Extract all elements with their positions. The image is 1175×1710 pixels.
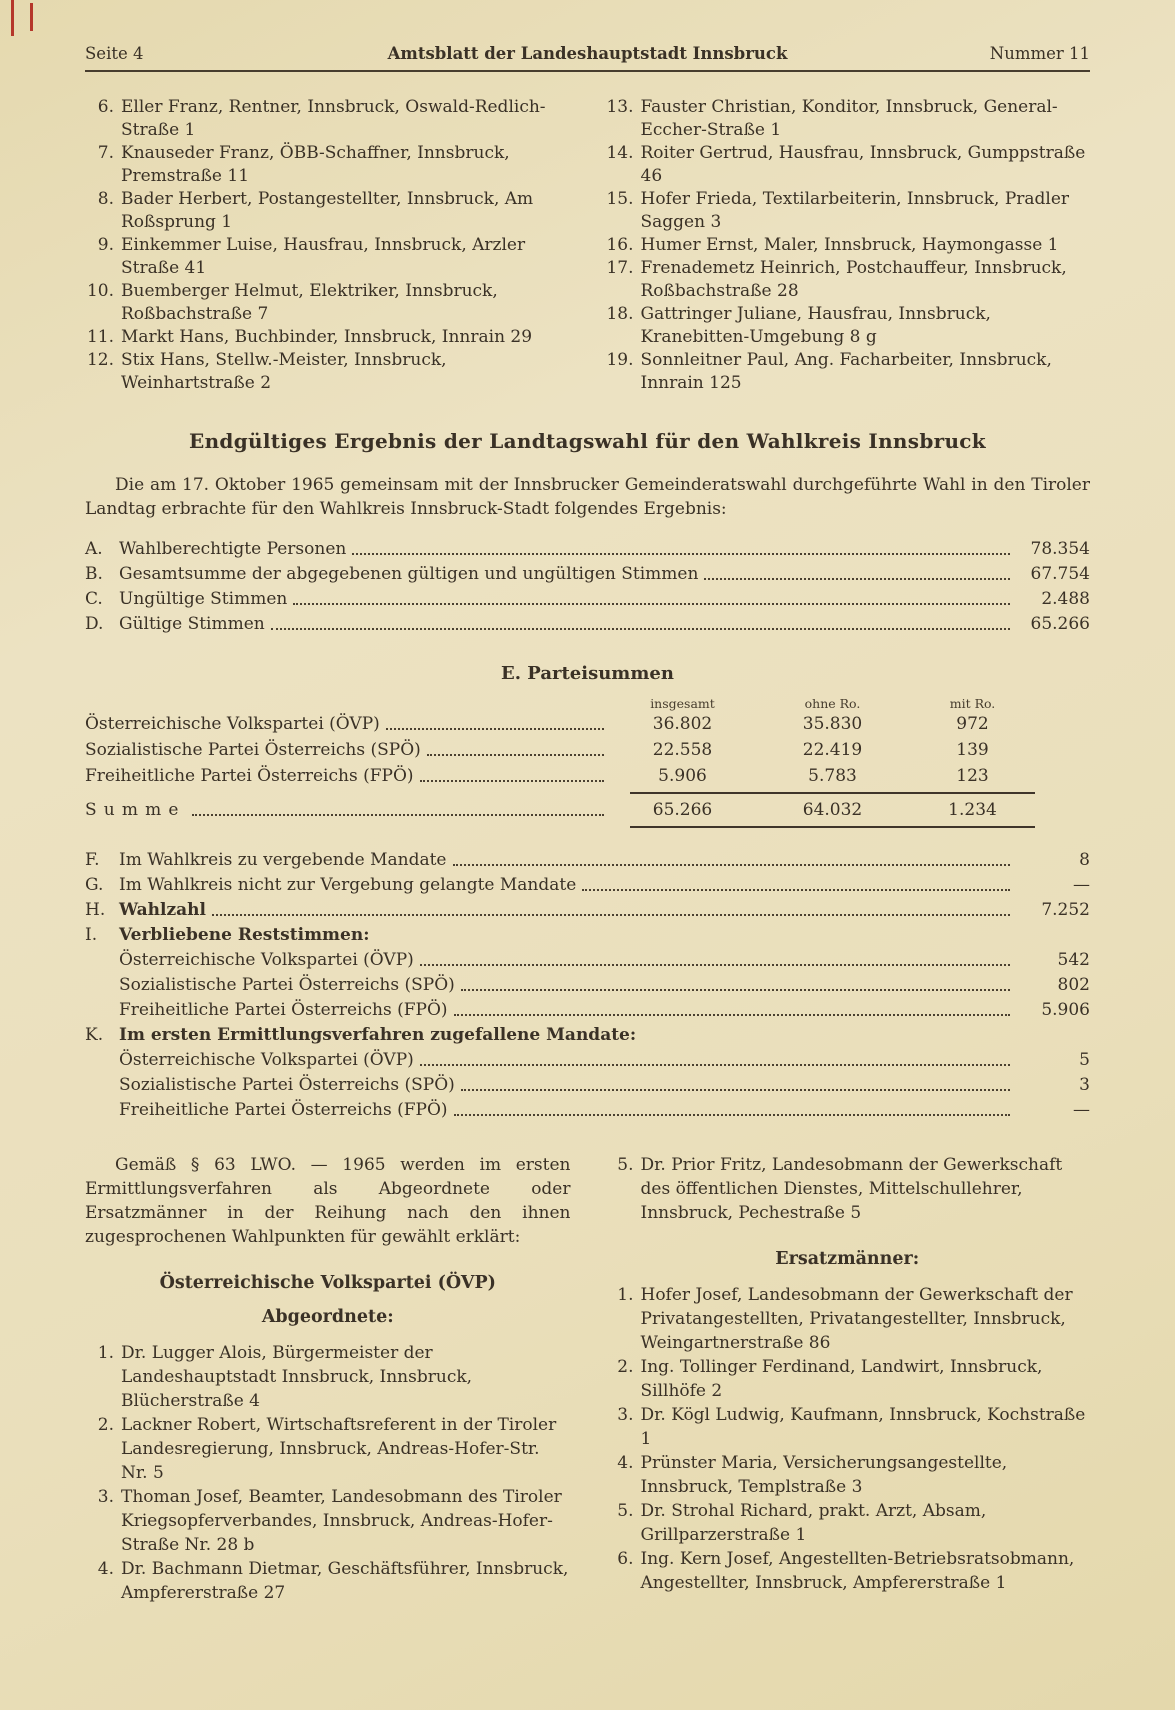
row-value: — — [1073, 875, 1090, 895]
dot-leader — [421, 737, 610, 763]
entry-text: Stix Hans, Stellw.-Meister, Innsbruck, Weinhartstraße 2 — [121, 350, 447, 393]
party-heading: Österreichische Volkspartei (ÖVP) — [159, 1273, 496, 1293]
party-row — [85, 711, 1090, 737]
entry-text: Dr. Prior Fritz, Landesobmann der Gewerkschaft des öffentlichen Dienstes, Mittelschullehrer, Innsbruck, Pechestraße 5 — [640, 1155, 1063, 1223]
entry-text: Ing. Tollinger Ferdinand, Landwirt, Innsbruck, Sillhöfe 2 — [640, 1357, 1043, 1401]
table-rule-top — [630, 792, 1035, 794]
row-value: 67.754 — [1030, 564, 1090, 584]
entry-number: 1. — [617, 1285, 634, 1305]
row-value: 65.266 — [1030, 614, 1090, 634]
row-letter: D. — [85, 614, 104, 634]
list-entry — [85, 326, 571, 349]
row-value: 2.488 — [1041, 589, 1090, 609]
list-entry — [605, 1355, 1091, 1403]
row-value: 802 — [1057, 975, 1090, 995]
entry-text: Knauseder Franz, ÖBB-Schaffner, Innsbruck, Premstraße 11 — [121, 143, 510, 186]
list-entry — [605, 1153, 1091, 1225]
row-label: Im Wahlkreis zu vergebende Mandate — [119, 850, 447, 870]
entry-number: 17. — [606, 258, 634, 278]
row-value: 542 — [1057, 950, 1090, 970]
dot-leader — [206, 898, 1016, 923]
entry-number: 5. — [617, 1501, 634, 1521]
row-label: Sozialistische Partei Österreichs (SPÖ) — [119, 975, 455, 995]
party-total-row — [85, 797, 1090, 823]
row-letter: G. — [85, 875, 104, 895]
list-entry — [85, 280, 571, 326]
party-name: Österreichische Volkspartei (ÖVP) — [85, 714, 380, 734]
entry-number: 6. — [97, 97, 114, 117]
entry-text: Humer Ernst, Maler, Innsbruck, Haymongasse 1 — [640, 235, 1059, 255]
row-label: Gültige Stimmen — [119, 614, 265, 634]
row-value: 5 — [1079, 1050, 1090, 1070]
list-entry — [605, 1451, 1091, 1499]
voter-list — [85, 96, 1090, 395]
dot-leader — [346, 537, 1016, 562]
list-entry — [605, 188, 1091, 234]
entry-text: Sonnleitner Paul, Ang. Facharbeiter, Innsbruck, Innrain 125 — [640, 350, 1052, 393]
party-value-mit-ro: 972 — [956, 714, 989, 734]
party-row — [85, 737, 1090, 763]
red-registration-mark — [30, 3, 33, 31]
dot-leader — [414, 1048, 1016, 1073]
entry-text: Dr. Lugger Alois, Bürgermeister der Landeshauptstadt Innsbruck, Innsbruck, Blücherstraße 4 — [121, 1343, 473, 1411]
entry-number: 3. — [97, 1487, 114, 1507]
result-subrow — [85, 948, 1090, 973]
party-value-mit-ro: 123 — [956, 766, 989, 786]
col-header-insgesamt: insgesamt — [650, 696, 715, 711]
party-value-insgesamt: 22.558 — [652, 740, 713, 760]
row-label: Wahlberechtigte Personen — [119, 539, 347, 559]
row-letter: B. — [85, 564, 103, 584]
entry-text: Dr. Kögl Ludwig, Kaufmann, Innsbruck, Kochstraße 1 — [640, 1405, 1086, 1449]
row-value: 8 — [1079, 850, 1090, 870]
dot-leader — [380, 711, 610, 737]
results-summary — [85, 537, 1090, 637]
result-row — [85, 587, 1090, 612]
entry-text: Eller Franz, Rentner, Innsbruck, Oswald-Redlich-Straße 1 — [121, 97, 546, 140]
dot-leader — [414, 763, 610, 789]
party-table-header — [85, 696, 1090, 711]
list-entry — [605, 1283, 1091, 1355]
entry-number: 2. — [617, 1357, 634, 1377]
entry-text: Roiter Gertrud, Hausfrau, Innsbruck, Gumppstraße 46 — [640, 143, 1086, 186]
entry-number: 4. — [97, 1559, 114, 1579]
entry-text: Einkemmer Luise, Hausfrau, Innsbruck, Arzler Straße 41 — [121, 235, 526, 278]
header-spacer — [85, 696, 610, 711]
row-label: Im Wahlkreis nicht zur Vergebung gelangte Mandate — [119, 875, 577, 895]
issue-number: Nummer 11 — [989, 44, 1090, 63]
result-row — [85, 537, 1090, 562]
page-header — [85, 44, 1090, 70]
party-name: Freiheitliche Partei Österreichs (FPÖ) — [85, 766, 414, 786]
total-mit-ro: 1.234 — [948, 800, 997, 820]
list-entry — [605, 349, 1091, 395]
col-header-ohne-ro: ohne Ro. — [804, 696, 861, 711]
dot-leader — [287, 587, 1016, 612]
total-label: Summe — [85, 800, 186, 820]
elected-section — [85, 1153, 1090, 1605]
entry-number: 16. — [606, 235, 634, 255]
entry-number: 5. — [617, 1155, 634, 1175]
list-entry — [605, 1547, 1091, 1595]
result-row — [85, 898, 1090, 923]
entry-text: Dr. Bachmann Dietmar, Geschäftsführer, Innsbruck, Ampfererstraße 27 — [121, 1559, 569, 1603]
section-title: Endgültiges Ergebnis der Landtagswahl für den Wahlkreis Innsbruck — [189, 429, 986, 453]
row-label: Gesamtsumme der abgegebenen gültigen und ungültigen Stimmen — [119, 564, 699, 584]
entry-number: 6. — [617, 1549, 634, 1569]
entry-number: 10. — [86, 281, 114, 301]
elected-right-column — [605, 1153, 1091, 1605]
list-entry — [605, 234, 1091, 257]
dot-leader — [698, 562, 1016, 587]
list-entry — [85, 96, 571, 142]
voter-list-left — [85, 96, 571, 395]
entry-text: Ing. Kern Josef, Angestellten-Betriebsratsobmann, Angestellter, Innsbruck, Ampfererstraße 1 — [640, 1549, 1075, 1593]
entry-text: Prünster Maria, Versicherungsangestellte, Innsbruck, Templstraße 3 — [640, 1453, 1008, 1497]
entry-number: 13. — [606, 97, 634, 117]
entry-number: 1. — [97, 1343, 114, 1363]
result-row — [85, 848, 1090, 873]
result-subrow — [85, 1098, 1090, 1123]
row-label: Wahlzahl — [119, 900, 206, 920]
entry-number: 11. — [86, 327, 114, 347]
party-name: Sozialistische Partei Österreichs (SPÖ) — [85, 740, 421, 760]
result-row — [85, 873, 1090, 898]
dot-leader — [448, 998, 1016, 1023]
entry-number: 9. — [97, 235, 114, 255]
row-value: — — [1073, 1100, 1090, 1120]
entry-number: 8. — [97, 189, 114, 209]
page-number: Seite 4 — [85, 44, 144, 63]
row-value: 7.252 — [1041, 900, 1090, 920]
table-rule-bottom — [630, 826, 1035, 828]
entry-text: Markt Hans, Buchbinder, Innsbruck, Innrain 29 — [121, 327, 533, 347]
ersatzmaenner-heading: Ersatzmänner: — [775, 1249, 920, 1269]
row-label: Österreichische Volkspartei (ÖVP) — [119, 1050, 414, 1070]
row-letter: H. — [85, 900, 106, 920]
result-subrow — [85, 998, 1090, 1023]
entry-text: Frenademetz Heinrich, Postchauffeur, Innsbruck, Roßbachstraße 28 — [640, 258, 1067, 301]
list-entry — [85, 1557, 571, 1605]
row-label: Österreichische Volkspartei (ÖVP) — [119, 950, 414, 970]
partei-summen-title: E. Parteisummen — [501, 663, 674, 684]
party-value-ohne-ro: 5.783 — [808, 766, 857, 786]
reststimmen-heading — [85, 923, 1090, 948]
dot-leader — [265, 612, 1016, 637]
list-entry — [85, 349, 571, 395]
row-value: 5.906 — [1041, 1000, 1090, 1020]
list-entry — [85, 188, 571, 234]
dot-leader — [448, 1098, 1016, 1123]
party-row — [85, 763, 1090, 789]
list-entry — [85, 234, 571, 280]
list-entry — [605, 303, 1091, 349]
row-label: Freiheitliche Partei Österreichs (FPÖ) — [119, 1000, 448, 1020]
result-row — [85, 562, 1090, 587]
party-value-mit-ro: 139 — [956, 740, 989, 760]
row-letter: A. — [85, 539, 103, 559]
result-subrow — [85, 973, 1090, 998]
total-ohne-ro: 64.032 — [802, 800, 863, 820]
row-label: Sozialistische Partei Österreichs (SPÖ) — [119, 1075, 455, 1095]
dot-leader — [455, 1073, 1016, 1098]
entry-text: Hofer Frieda, Textilarbeiterin, Innsbruck, Pradler Saggen 3 — [640, 189, 1070, 232]
entry-number: 12. — [86, 350, 114, 370]
entry-number: 18. — [606, 304, 634, 324]
list-entry — [605, 257, 1091, 303]
entry-number: 7. — [97, 143, 114, 163]
entry-number: 15. — [606, 189, 634, 209]
result-subrow — [85, 1048, 1090, 1073]
result-row — [85, 612, 1090, 637]
entry-text: Buemberger Helmut, Elektriker, Innsbruck, Roßbachstraße 7 — [121, 281, 498, 324]
entry-text: Gattringer Juliane, Hausfrau, Innsbruck, Kranebitten-Umgebung 8 g — [640, 304, 991, 347]
results-intro: Die am 17. Oktober 1965 gemeinsam mit der Innsbrucker Gemeinderatswahl durchgeführte Wahl in den Tiroler Landtag erbrachte für den Wahlkreis Innsbruck-Stadt folgendes Ergebnis: — [85, 475, 1090, 519]
dot-leader — [455, 973, 1016, 998]
list-entry — [85, 1341, 571, 1413]
entry-text: Bader Herbert, Postangestellter, Innsbruck, Am Roßsprung 1 — [121, 189, 534, 232]
entry-text: Fauster Christian, Konditor, Innsbruck, General-Eccher-Straße 1 — [640, 97, 1058, 140]
entry-number: 19. — [606, 350, 634, 370]
row-letter: F. — [85, 850, 100, 870]
voter-list-right — [605, 96, 1091, 395]
dot-leader — [447, 848, 1017, 873]
col-header-mit-ro: mit Ro. — [949, 696, 996, 711]
list-entry — [605, 1499, 1091, 1547]
row-letter: K. — [85, 1025, 104, 1045]
list-entry — [605, 96, 1091, 142]
row-value: 78.354 — [1030, 539, 1090, 559]
row-label: Freiheitliche Partei Österreichs (FPÖ) — [119, 1100, 448, 1120]
dot-leader — [576, 873, 1016, 898]
entry-number: 2. — [97, 1415, 114, 1435]
row-letter: I. — [85, 925, 98, 945]
header-divider — [85, 70, 1090, 72]
entry-text: Lackner Robert, Wirtschaftsreferent in der Tiroler Landesregierung, Innsbruck, Andreas-Hofer-Str. Nr. 5 — [121, 1415, 557, 1483]
list-entry — [85, 1485, 571, 1557]
red-registration-mark — [11, 0, 14, 36]
row-label: Im ersten Ermittlungsverfahren zugefallene Mandate: — [119, 1025, 637, 1045]
elected-intro: Gemäß § 63 LWO. — 1965 werden im ersten Ermittlungsverfahren als Abgeordnete oder Ersatzmänner in der Reihung nach den ihnen zugesprochenen Wahlpunkten für gewählt erklärt: — [85, 1155, 571, 1247]
row-value: 3 — [1079, 1075, 1090, 1095]
party-value-ohne-ro: 35.830 — [802, 714, 863, 734]
total-insgesamt: 65.266 — [652, 800, 713, 820]
row-label: Ungültige Stimmen — [119, 589, 288, 609]
entry-number: 3. — [617, 1405, 634, 1425]
row-label: Verbliebene Reststimmen: — [119, 925, 370, 945]
entry-text: Thoman Josef, Beamter, Landesobmann des Tiroler Kriegsopferverbandes, Innsbruck, Andreas-Hofer-Straße Nr. 28 b — [121, 1487, 562, 1555]
list-entry — [85, 1413, 571, 1485]
result-subrow — [85, 1073, 1090, 1098]
party-value-insgesamt: 5.906 — [658, 766, 707, 786]
zugefallene-heading — [85, 1023, 1090, 1048]
dot-leader — [186, 797, 610, 823]
abgeordnete-heading: Abgeordnete: — [261, 1307, 394, 1327]
list-entry — [605, 1403, 1091, 1451]
entry-number: 4. — [617, 1453, 634, 1473]
publication-title: Amtsblatt der Landeshauptstadt Innsbruck — [387, 44, 788, 63]
list-entry — [85, 142, 571, 188]
entry-number: 14. — [606, 143, 634, 163]
party-value-insgesamt: 36.802 — [652, 714, 713, 734]
entry-text: Dr. Strohal Richard, prakt. Arzt, Absam, Grillparzerstraße 1 — [640, 1501, 987, 1545]
entry-text: Hofer Josef, Landesobmann der Gewerkschaft der Privatangestellten, Privatangestellter, Innsbruck, Weingartnerstraße 86 — [640, 1285, 1073, 1353]
party-value-ohne-ro: 22.419 — [802, 740, 863, 760]
elected-left-column — [85, 1153, 571, 1605]
row-letter: C. — [85, 589, 103, 609]
dot-leader — [414, 948, 1016, 973]
list-entry — [605, 142, 1091, 188]
mandate-section — [85, 848, 1090, 1123]
